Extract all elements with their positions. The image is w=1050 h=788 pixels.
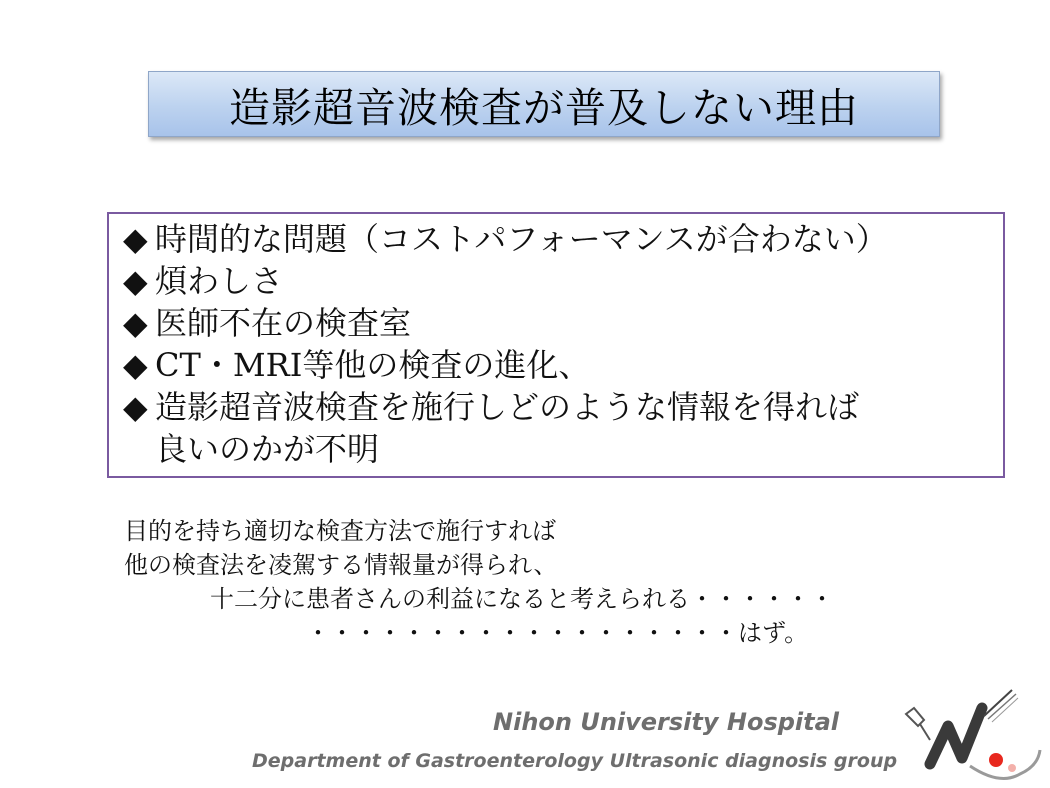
diamond-bullet-icon: ◆ (123, 262, 148, 300)
reasons-box (107, 212, 1005, 478)
footer-hospital-name: Nihon University Hospital (493, 708, 840, 736)
slide-title: 造影超音波検査が普及しない理由 (229, 83, 859, 132)
reason-text: 煩わしさ (155, 262, 284, 300)
diamond-bullet-icon: ◆ (123, 304, 148, 342)
conclusion-text (124, 514, 984, 650)
reason-item (123, 260, 1003, 302)
reason-continuation: 良いのかが不明 (155, 430, 380, 468)
reason-text: 医師不在の検査室 (155, 304, 412, 342)
reason-text: 時間的な問題（コストパフォーマンスが合わない） (155, 220, 888, 258)
conclusion-line: 十二分に患者さんの利益になると考えられる・・・・・・ (210, 585, 834, 613)
slide-title-box (148, 71, 940, 137)
diamond-bullet-icon: ◆ (123, 346, 148, 384)
conclusion-line: 他の検査法を凌駕する情報量が得られ、 (124, 551, 558, 579)
reason-text: CT・MRI等他の検査の進化、 (155, 346, 591, 384)
diamond-bullet-icon: ◆ (123, 220, 148, 258)
reason-item (123, 386, 1003, 428)
conclusion-line: ・・・・・・・・・・・・・・・・・・はず。 (306, 619, 809, 647)
reason-item (123, 218, 1003, 260)
reason-text: 造影超音波検査を施行しどのような情報を得れば (155, 388, 860, 426)
footer-department-name: Department of Gastroenterology Ultrasonic diagnosis group (252, 750, 898, 772)
reason-item (123, 344, 1003, 386)
conclusion-line: 目的を持ち適切な検査方法で施行すれば (124, 517, 556, 545)
endoscope-logo-icon (900, 686, 1046, 786)
reason-item (123, 302, 1003, 344)
diamond-bullet-icon: ◆ (123, 388, 148, 426)
